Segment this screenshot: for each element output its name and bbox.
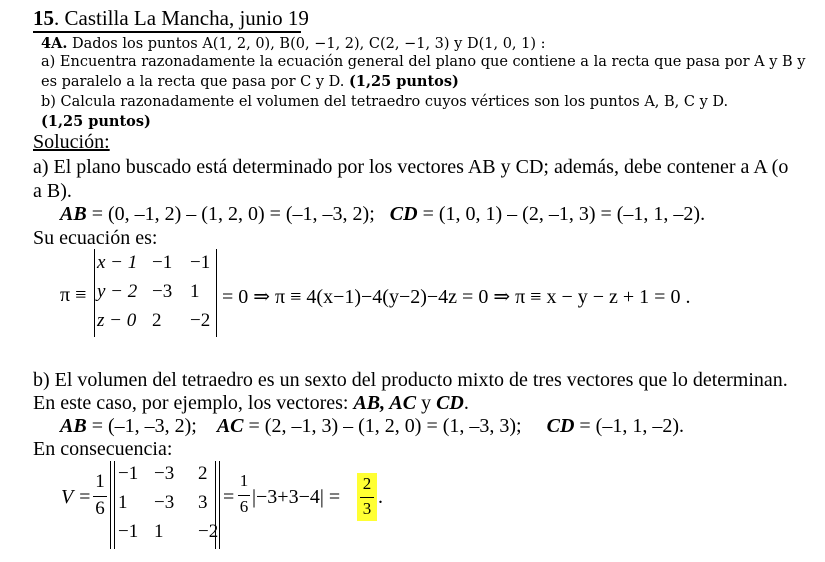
- vector-ac-expression: = (2, –1, 3) – (1, 2, 0) = (1, –3, 3);: [243, 415, 522, 437]
- plane-matrix-cell: −3: [152, 281, 173, 302]
- vectors-ab-cd-line: [60, 203, 705, 226]
- problem-title-text: . Castilla La Mancha, junio 19: [54, 6, 309, 30]
- problem-number: 15: [33, 6, 54, 30]
- volume-matrix-cell: 3: [198, 492, 208, 513]
- consequence-line: En consecuencia:: [33, 438, 173, 460]
- part-b-vector-cd: CD: [436, 392, 464, 414]
- part-b-period: .: [463, 392, 469, 414]
- volume-abs-expression: |−3+3−4| =: [252, 486, 341, 508]
- volume-matrix-cell: −3: [154, 463, 175, 484]
- title-underline: [33, 31, 301, 33]
- part-a-line-1: a) El plano buscado está determinado por los vectores AB y CD; además, debe contener a A (o: [33, 156, 789, 178]
- problem-title: [33, 6, 309, 31]
- statement-line-4: b) Calcula razonadamente el volumen del tetraedro cuyos vértices son los puntos A, B, C y D.: [41, 94, 729, 110]
- plane-matrix-cell: y − 2: [97, 281, 138, 302]
- plane-pi-prefix: π ≡: [60, 284, 87, 306]
- volume-equals: =: [223, 486, 235, 508]
- volume-matrix-cell: 1: [118, 492, 128, 513]
- result-denominator: 3: [362, 499, 372, 518]
- part-b-line-1: b) El volumen del tetraedro es un sexto del producto mixto de tres vectores que lo determinan.: [33, 369, 788, 391]
- result-period: .: [378, 486, 383, 508]
- volume-matrix-cell: −1: [118, 463, 139, 484]
- part-b-and: y: [416, 392, 437, 414]
- plane-equation-result: = 0 ⇒ π ≡ 4(x−1)−4(y−2)−4z = 0 ⇒ π ≡ x − y − z + 1 = 0 .: [222, 286, 691, 308]
- volume-fraction2-numerator: 1: [239, 471, 249, 490]
- vector-ab2-label: AB: [60, 415, 87, 437]
- volume-matrix-cell: −2: [198, 521, 219, 542]
- volume-matrix-cell: 2: [198, 463, 208, 484]
- statement-line-1: [41, 35, 546, 52]
- part-b-line-2-text: En este caso, por ejemplo, los vectores:: [33, 392, 354, 414]
- plane-matrix-cell: x − 1: [97, 252, 138, 273]
- volume-matrix-cell: −1: [118, 521, 139, 542]
- plane-matrix-cell: −1: [190, 252, 211, 273]
- statement-line-5: [41, 113, 151, 130]
- statement-line-3: [41, 73, 459, 90]
- solution-heading: Solución:: [33, 131, 110, 153]
- part-a-line-2: a B).: [33, 180, 72, 202]
- plane-matrix-cell: 2: [152, 310, 162, 331]
- vector-cd2-expression: = (–1, 1, –2).: [574, 415, 685, 437]
- volume-fraction-denominator: 6: [95, 498, 105, 519]
- statement-tag: 4A.: [41, 35, 68, 52]
- vector-cd-label: CD: [389, 203, 418, 225]
- statement-score-a: (1,25 puntos): [349, 73, 459, 90]
- part-b-line-2: [33, 392, 469, 415]
- vector-ab2-expression: = (–1, –3, 2);: [86, 415, 197, 437]
- statement-line-2: a) Encuentra razonadamente la ecuación general del plano que contiene a la recta que pasa por A y B y: [41, 54, 806, 70]
- part-b-vectors: AB, AC: [353, 392, 417, 414]
- volume-v-prefix: V =: [61, 486, 92, 508]
- statement-points-given: Dados los puntos A(1, 2, 0), B(0, −1, 2), C(2, −1, 3) y D(1, 0, 1) :: [67, 36, 546, 52]
- vector-ac-label: AC: [216, 415, 244, 437]
- vector-ab-label: AB: [60, 203, 87, 225]
- result-numerator: 2: [362, 474, 372, 493]
- plane-matrix-cell: 1: [190, 281, 200, 302]
- equation-intro: Su ecuación es:: [33, 227, 158, 249]
- plane-matrix-cell: −1: [152, 252, 173, 273]
- vector-ab-expression: = (0, –1, 2) – (1, 2, 0) = (–1, –3, 2);: [86, 203, 375, 225]
- vector-cd-expression: = (1, 0, 1) – (2, –1, 3) = (–1, 1, –2).: [417, 203, 706, 225]
- volume-matrix-cell: −3: [154, 492, 175, 513]
- statement-line-3-text: es paralelo a la recta que pasa por C y D.: [41, 74, 350, 90]
- plane-matrix-cell: −2: [190, 310, 211, 331]
- plane-matrix-cell: z − 0: [97, 310, 137, 331]
- volume-fraction-numerator: 1: [95, 471, 105, 492]
- volume-fraction2-denominator: 6: [239, 497, 249, 516]
- volume-matrix-cell: 1: [154, 521, 164, 542]
- vectors-ab-ac-cd-line: [60, 415, 684, 438]
- statement-score-b: (1,25 puntos): [41, 113, 151, 130]
- vector-cd2-label: CD: [546, 415, 575, 437]
